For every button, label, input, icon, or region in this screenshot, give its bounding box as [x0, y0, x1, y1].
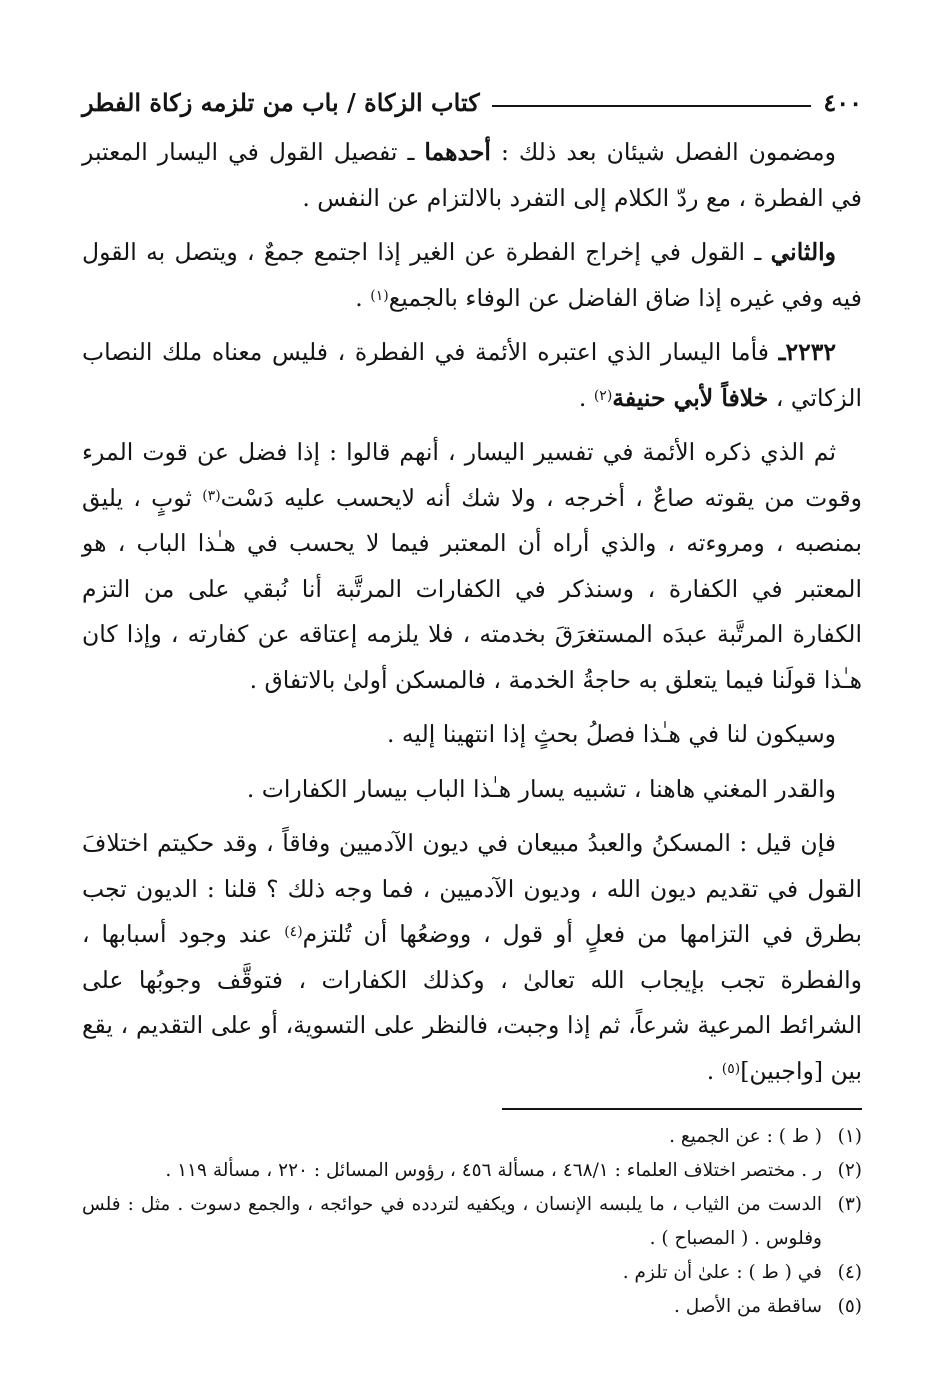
- footnote-item: [82, 1290, 862, 1324]
- page-number: ٤٠٠: [823, 87, 862, 117]
- footnote-ref-4[interactable]: (٤): [284, 924, 303, 940]
- p7-text-a: فإن قيل : المسكنُ والعبدُ مبيعان في ديون الآدميين وفاقاً ، وقد حكيتم اختلافَ القول في تقديم ديون الله ، وديون الآدميين ، فما وجه ذلك ؟ قلنا : الديون تجب بطرق في التزامها من فعلٍ أو قول ، ووضعُها أن تُلتزم: [82, 829, 862, 948]
- footnote-number: (٥): [837, 1296, 862, 1317]
- p4-text-a: ثم الذي ذكره الأئمة في تفسير اليسار ، أنهم قالوا : إذا فضل عن قوت المرء وقوت من يقوته صاعٌ ، أخرجه ، ولا شك أنه لايحسب عليه دَسْت: [82, 438, 862, 512]
- footnote-number: (١): [837, 1126, 862, 1147]
- p1-text-a: ومضمون الفصل شيئان بعد ذلك :: [500, 138, 836, 166]
- p3-section-number: ٢٢٣٢ـ: [778, 338, 836, 366]
- header-title: كتاب الزكاة / باب من تلزمه زكاة الفطر: [82, 87, 480, 117]
- footnote-item: [82, 1154, 862, 1188]
- p7-text-b: عند وجود أسبابها ، والفطرة تجب بإيجاب الله تعالىٰ ، وكذلك الكفارات ، فتوقَّف وجوبُها على الشرائط المرعية شرعاً، ثم إذا وجبت، فالنظر على التسوية، أو على التقديم ، يقع بين [واجبين]: [82, 920, 862, 1085]
- footnote-item: [82, 1120, 862, 1154]
- p4-text-b: ثوبٍ ، يليق بمنصبه ، ومروءته ، والذي أراه أن المعتبر فيما لا يحسب في هـٰذا الباب ، هو المعتبر في الكفارة ، وسنذكر في الكفارات المرتَّبة أنا نُبقي على من التزم الكفارة المرتَّبة عبدَه المستغرَقَ بخدمته ، فلا يلزمه إعتاقه عن كفارته ، وإذا كان هـٰذا قولَنا فيما يتعلق به حاجةُ الخدمة ، فالمسكن أولىٰ بالاتفاق .: [82, 483, 862, 694]
- paragraph-6: والقدر المغني هاهنا ، تشبيه يسار هـٰذا الباب بيسار الكفارات .: [246, 774, 836, 803]
- footnote-text: في ( ط ) : علىٰ أن تلزم .: [622, 1262, 822, 1283]
- p2-text: ـ القول في إخراج الفطرة عن الغير إذا اجتمع جمعٌ ، ويتصل به القول فيه وفي غيره إذا ضاق الفاضل عن الوفاء بالجميع: [82, 238, 862, 312]
- paragraph-2: [82, 230, 862, 321]
- p3-bold-text: خلافاً لأبي حنيفة: [612, 383, 769, 412]
- paragraph-5: وسيكون لنا في هـٰذا فصلُ بحثٍ إذا انتهينا إليه .: [386, 720, 836, 748]
- header-rule: [492, 105, 812, 107]
- footnote-ref-1[interactable]: (١): [370, 287, 389, 304]
- p3-end: .: [578, 383, 587, 412]
- paragraph-4: [82, 430, 862, 703]
- footnote-item: [82, 1188, 862, 1256]
- footnote-text: الدست من الثياب ، ما يلبسه الإنسان ، ويكفيه لتردده في حوائجه ، والجمع دسوت . مثل : فلس وفلوس . ( المصباح ) .: [82, 1194, 822, 1249]
- footnote-ref-5[interactable]: (٥): [721, 1060, 741, 1077]
- p2-end: .: [355, 283, 363, 312]
- footnote-number: (٤): [837, 1262, 862, 1283]
- p1-bold-term: أحدهما: [424, 138, 491, 166]
- p2-bold-term: والثاني: [770, 238, 836, 266]
- footnote-ref-3[interactable]: (٣): [202, 487, 221, 504]
- footnote-text: ر . مختصر اختلاف العلماء : ٤٦٨/١ ، مسألة ٤٥٦ ، رؤوس المسائل : ٢٢٠ ، مسألة ١١٩ .: [165, 1160, 822, 1181]
- footnote-separator: [502, 1108, 862, 1110]
- p7-end: .: [706, 1056, 715, 1085]
- paragraph-1: [82, 130, 862, 221]
- running-header: [82, 80, 862, 124]
- footnote-ref-2[interactable]: (٢): [593, 387, 613, 404]
- paragraph-3: [82, 330, 862, 421]
- paragraph-7: [82, 821, 862, 1094]
- footnotes: [82, 1120, 862, 1324]
- main-text: [82, 130, 862, 1094]
- footnote-text: ( ط ) : عن الجميع .: [669, 1126, 822, 1147]
- footnote-text: ساقطة من الأصل .: [674, 1296, 822, 1317]
- book-page: [82, 80, 862, 1324]
- p1-text-c: ـ تفصيل القول في اليسار المعتبر في الفطرة ، مع ردّ الكلام إلى التفرد بالالتزام عن النفس .: [82, 138, 862, 212]
- p3-text: فأما اليسار الذي اعتبره الأئمة في الفطرة ، فليس معناه ملك النصاب الزكاتي ،: [82, 338, 862, 412]
- footnote-number: (٢): [837, 1160, 862, 1181]
- footnote-number: (٣): [837, 1194, 862, 1215]
- footnote-item: [82, 1256, 862, 1290]
